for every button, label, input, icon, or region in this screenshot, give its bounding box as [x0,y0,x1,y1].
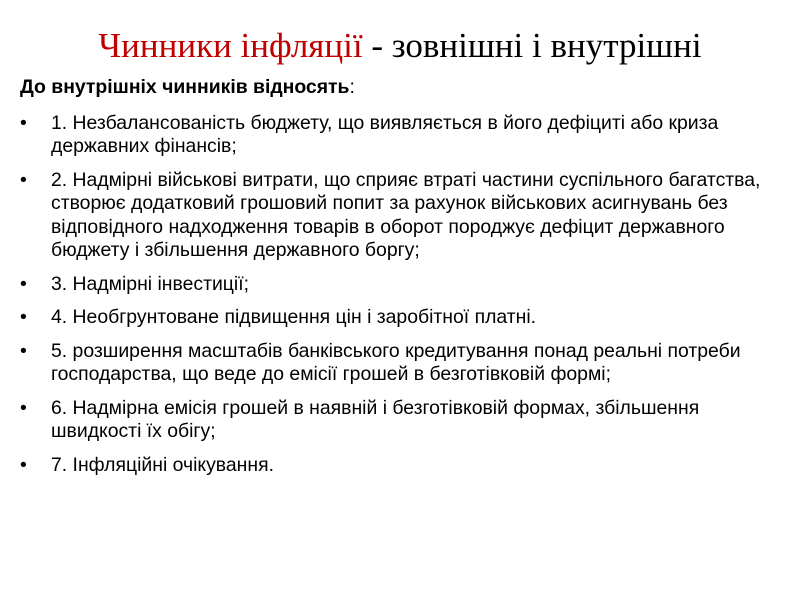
intro-label: До внутрішніх чинників відносять [20,76,350,98]
list-item-text: 5. розширення масштабів банківського кредитування понад реальні потреби господарства, що веде до емісії грошей в безготівковій формі; [51,339,741,385]
factor-list [20,112,780,478]
bullet-icon: • [20,453,27,476]
list-item-text: 3. Надмірні інвестиції; [51,272,249,295]
list-item [20,340,780,387]
list-item-text: 1. Незбалансованість бюджету, що виявляється в його дефіциті або криза державних фінансів; [51,111,719,157]
title-accent: Чинники інфляції [98,26,363,65]
intro-colon: : [349,76,355,98]
title-rest: - зовнішні і внутрішні [362,26,702,65]
list-item [20,397,780,444]
bullet-icon: • [20,339,27,362]
list-item [20,169,780,263]
intro-line [20,76,780,100]
bullet-icon: • [20,306,27,328]
list-item-text: 2. Надмірні військові витрати, що сприяє втраті частини суспільного багатства, створює додатковий грошовий попит за рахунок військових асигнувань без відповідного надходження товарів в оборот породжує дефіцит державного бюджету і збільшення державного боргу; [51,168,761,261]
list-item [20,306,780,330]
list-item [20,112,780,159]
list-item [20,273,780,297]
bullet-icon: • [20,111,27,134]
list-item-text: 7. Інфляційні очікування. [51,453,274,476]
slide-title [0,22,800,70]
list-item [20,454,780,478]
list-item-text: 4. Необгрунтоване підвищення цін і заробітної платні. [51,306,537,328]
bullet-icon: • [20,272,27,295]
bullet-icon: • [20,396,27,419]
bullet-icon: • [20,168,27,191]
slide-content [20,76,780,487]
list-item-text: 6. Надмірна емісія грошей в наявній і безготівковій формах, збільшення швидкості їх обігу; [51,396,700,442]
